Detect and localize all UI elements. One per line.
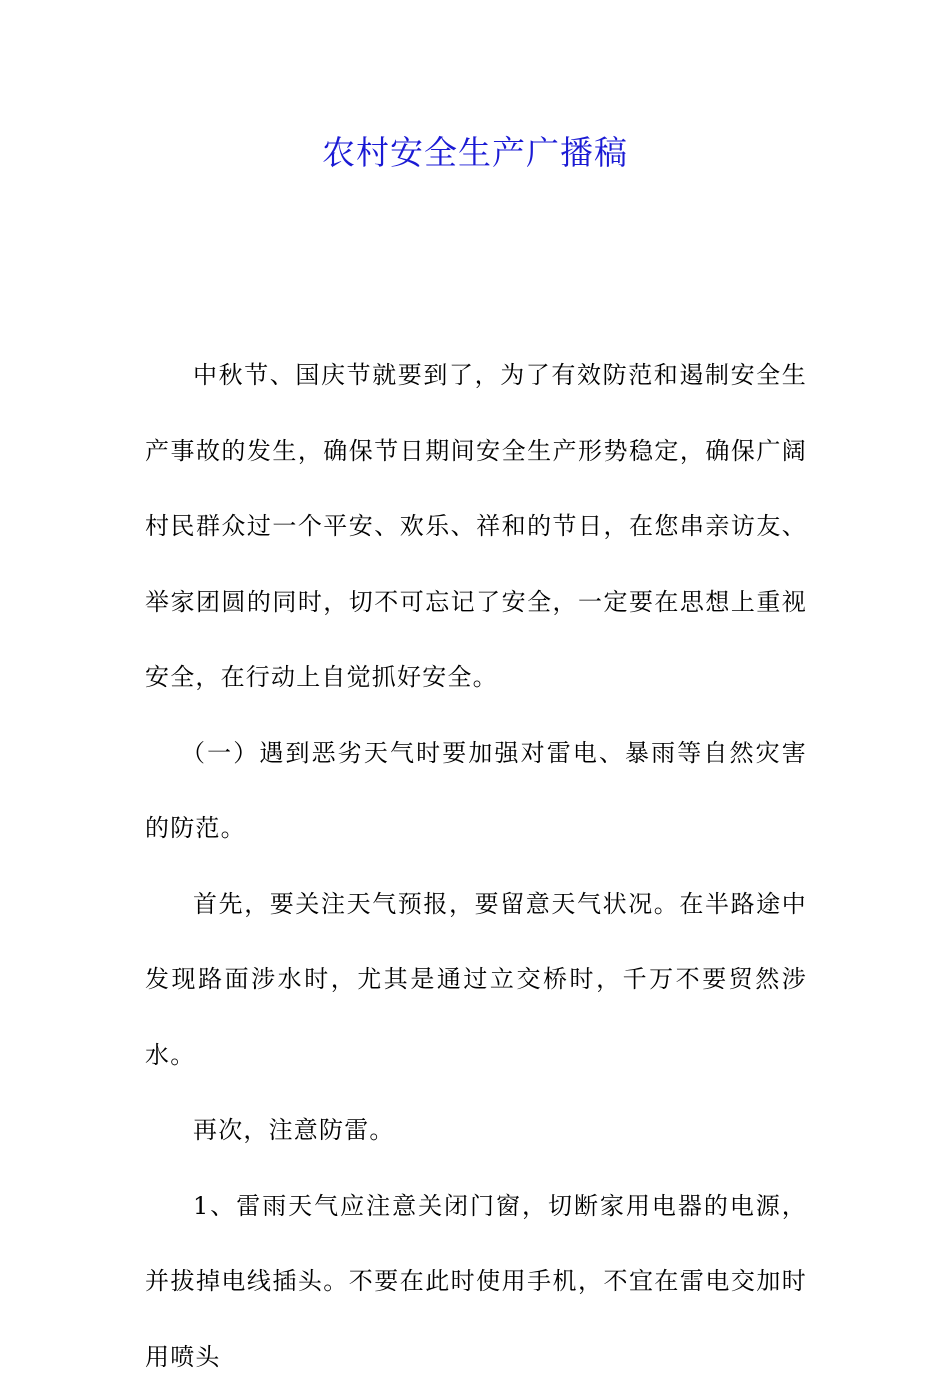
paragraph-item-1: 1、雷雨天气应注意关闭门窗，切断家用电器的电源，并拔掉电线插头。不要在此时使用手机，不宜在雷电交加时用喷头	[145, 1169, 807, 1395]
document-body	[145, 338, 807, 1395]
paragraph-weather-forecast: 首先，要关注天气预报，要留意天气状况。在半路途中发现路面涉水时，尤其是通过立交桥时，千万不要贸然涉水。	[145, 867, 807, 1094]
paragraph-section-heading: （一）遇到恶劣天气时要加强对雷电、暴雨等自然灾害的防范。	[145, 716, 807, 867]
paragraph-lightning: 再次，注意防雷。	[145, 1093, 807, 1169]
paragraph-intro: 中秋节、国庆节就要到了，为了有效防范和遏制安全生产事故的发生，确保节日期间安全生产形势稳定，确保广阔村民群众过一个平安、欢乐、祥和的节日，在您串亲访友、举家团圆的同时，切不可忘记了安全，一定要在思想上重视安全，在行动上自觉抓好安全。	[145, 338, 807, 716]
document-title: 农村安全生产广播稿	[0, 128, 950, 178]
